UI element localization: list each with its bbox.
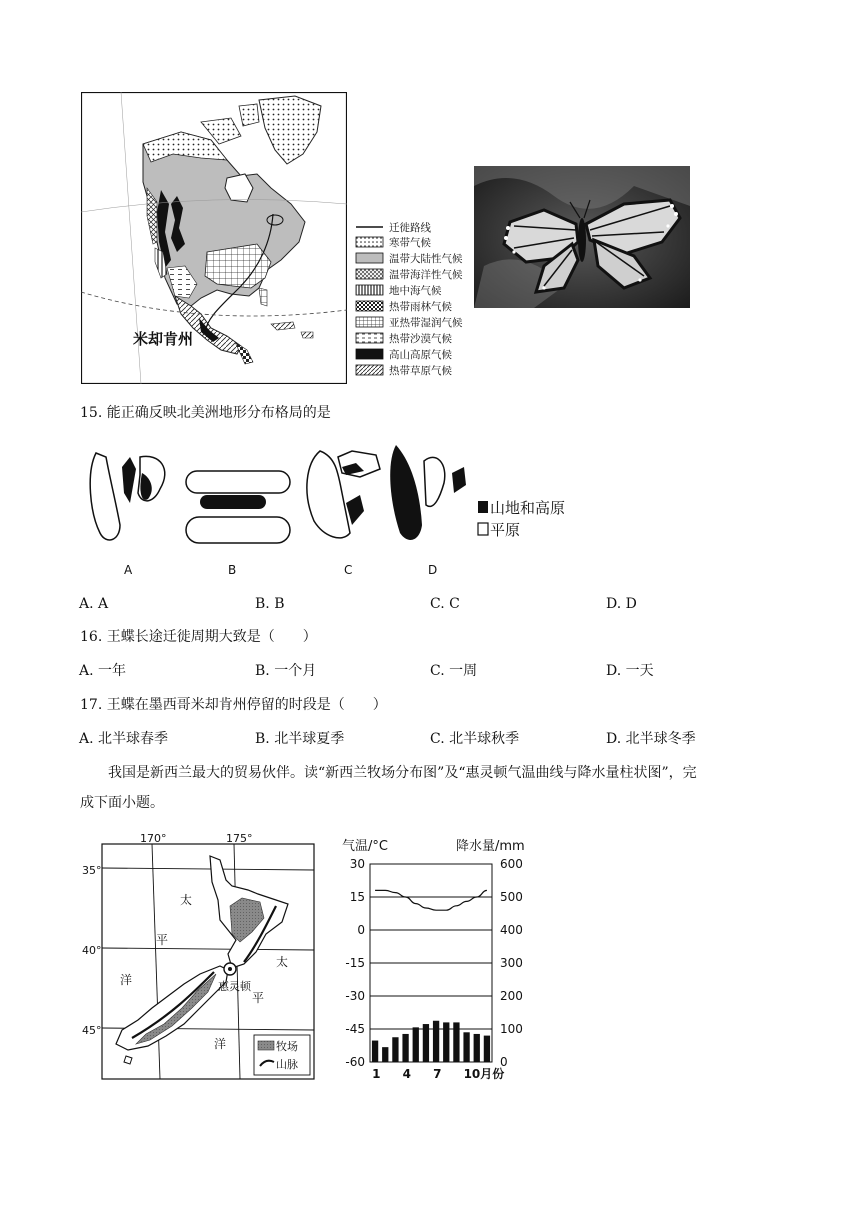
legend-label: 高山高原气候 bbox=[389, 349, 452, 361]
precipitation-bar bbox=[392, 1037, 398, 1062]
precipitation-bar bbox=[402, 1034, 408, 1062]
q16-option-a[interactable]: A. 一年 bbox=[79, 663, 127, 679]
q17-option-c[interactable]: C. 北半球秋季 bbox=[430, 731, 520, 747]
intro-line-2: 成下面小题。 bbox=[80, 795, 164, 811]
precip-tick-label: 0 bbox=[500, 1055, 508, 1069]
precipitation-bar bbox=[463, 1032, 469, 1062]
ocean-char: 太 bbox=[276, 955, 289, 969]
right-axis-title: 降水量/mm bbox=[456, 839, 525, 854]
precipitation-bar bbox=[453, 1022, 459, 1062]
diagonal-swatch bbox=[356, 365, 383, 375]
precipitation-bar bbox=[484, 1036, 490, 1062]
q16-option-c[interactable]: C. 一周 bbox=[430, 663, 478, 679]
ocean-char: 太 bbox=[180, 893, 193, 907]
michoacan-label: 米却肯州 bbox=[133, 330, 194, 348]
legend-mountain-range: 山脉 bbox=[276, 1058, 298, 1071]
month-tick-label: 7 bbox=[433, 1067, 442, 1081]
legend-plain: 平原 bbox=[490, 521, 521, 539]
dash-swatch bbox=[356, 333, 383, 343]
q16-option-d[interactable]: D. 一天 bbox=[606, 663, 654, 679]
figure-d bbox=[390, 445, 466, 540]
temp-tick-label: -60 bbox=[345, 1055, 365, 1069]
grid-swatch bbox=[356, 317, 383, 327]
legend-label: 寒带气候 bbox=[389, 237, 431, 249]
q15-option-d[interactable]: D. D bbox=[606, 596, 637, 612]
terrain-pattern-figures bbox=[80, 433, 600, 583]
precip-tick-label: 400 bbox=[500, 923, 523, 937]
mountain-legend-swatch bbox=[478, 501, 488, 513]
lat-label-45: 45° bbox=[82, 1024, 102, 1037]
legend-label: 温带大陆性气候 bbox=[389, 253, 463, 265]
precip-tick-label: 600 bbox=[500, 857, 523, 871]
legend-label: 迁徙路线 bbox=[389, 222, 431, 234]
figure-c bbox=[307, 451, 380, 538]
temp-tick-label: 15 bbox=[349, 890, 365, 904]
figure-b bbox=[186, 471, 290, 543]
legend-label: 亚热带湿润气候 bbox=[389, 317, 463, 329]
ocean-char: 洋 bbox=[214, 1037, 227, 1051]
wellington-label: 惠灵顿 bbox=[218, 980, 251, 993]
ocean-char: 洋 bbox=[120, 973, 133, 987]
q15-option-c[interactable]: C. C bbox=[430, 596, 460, 612]
q15-option-b[interactable]: B. B bbox=[255, 596, 285, 612]
precipitation-bar bbox=[382, 1047, 388, 1062]
q16-option-b[interactable]: B. 一个月 bbox=[255, 663, 317, 679]
q17-option-a[interactable]: A. 北半球春季 bbox=[79, 731, 169, 747]
ocean-char: 平 bbox=[252, 991, 265, 1005]
intro-paragraph bbox=[80, 758, 780, 818]
legend-label: 温带海洋性气候 bbox=[389, 269, 463, 281]
precip-tick-label: 200 bbox=[500, 989, 523, 1003]
q17-option-b[interactable]: B. 北半球夏季 bbox=[255, 731, 345, 747]
figure-label-c: C bbox=[344, 563, 353, 577]
legend-label: 地中海气候 bbox=[389, 285, 442, 297]
lon-label-175: 175° bbox=[226, 832, 253, 845]
question-17: 17. 王蝶在墨西哥米却肯州停留的时段是（ ） bbox=[80, 697, 387, 713]
monarch-butterfly-photo bbox=[474, 166, 690, 308]
black-swatch bbox=[356, 349, 383, 359]
question-16: 16. 王蝶长途迁徙周期大致是（ ） bbox=[80, 629, 317, 645]
pasture-legend-swatch bbox=[258, 1041, 274, 1050]
figure-label-b: B bbox=[228, 563, 237, 577]
precipitation-bar bbox=[372, 1041, 378, 1062]
precip-tick-label: 500 bbox=[500, 890, 523, 904]
figure-label-d: D bbox=[428, 563, 438, 577]
precipitation-bar bbox=[413, 1027, 419, 1062]
precipitation-bar bbox=[443, 1022, 449, 1062]
left-axis-title: 气温/°C bbox=[342, 839, 388, 854]
precipitation-bar bbox=[433, 1021, 439, 1062]
precipitation-bar bbox=[474, 1034, 480, 1062]
intro-line-1: 我国是新西兰最大的贸易伙伴。读“新西兰牧场分布图”及“惠灵顿气温曲线与降水量柱状图”，完 bbox=[108, 765, 697, 781]
q15-option-a[interactable]: A. A bbox=[79, 596, 109, 612]
temp-tick-label: 30 bbox=[349, 857, 365, 871]
crosshatch-swatch bbox=[356, 269, 383, 279]
precipitation-bar bbox=[423, 1024, 429, 1062]
figure-a bbox=[90, 453, 165, 540]
temp-tick-label: -30 bbox=[345, 989, 365, 1003]
climate-legend bbox=[355, 220, 475, 384]
month-tick-label: 10月份 bbox=[463, 1067, 505, 1081]
temp-tick-label: -45 bbox=[345, 1022, 365, 1036]
q17-option-d[interactable]: D. 北半球冬季 bbox=[606, 731, 696, 747]
checker-swatch bbox=[356, 301, 383, 311]
figure-label-a: A bbox=[124, 563, 133, 577]
precip-tick-label: 300 bbox=[500, 956, 523, 970]
precip-tick-label: 100 bbox=[500, 1022, 523, 1036]
question-15: 15. 能正确反映北美洲地形分布格局的是 bbox=[80, 405, 331, 421]
temp-tick-label: -15 bbox=[345, 956, 365, 970]
temp-tick-label: 0 bbox=[357, 923, 365, 937]
lat-label-40: 40° bbox=[82, 944, 102, 957]
ocean-char: 平 bbox=[156, 933, 169, 947]
legend-label: 热带雨林气候 bbox=[389, 301, 452, 313]
legend-pasture: 牧场 bbox=[276, 1040, 298, 1053]
plain-legend-swatch bbox=[478, 523, 488, 535]
vertical-stripe-swatch bbox=[356, 285, 383, 295]
lat-label-35: 35° bbox=[82, 864, 102, 877]
lon-label-170: 170° bbox=[140, 832, 167, 845]
legend-mountain: 山地和高原 bbox=[490, 499, 566, 517]
gray-swatch bbox=[356, 253, 383, 263]
legend-label: 热带沙漠气候 bbox=[389, 333, 452, 345]
new-zealand-pasture-map bbox=[80, 830, 320, 1085]
north-america-climate-map bbox=[81, 92, 347, 384]
dots-swatch bbox=[356, 237, 383, 247]
legend-label: 热带草原气候 bbox=[389, 365, 452, 377]
month-tick-label: 4 bbox=[402, 1067, 411, 1081]
month-tick-label: 1 bbox=[372, 1067, 381, 1081]
wellington-climate-chart bbox=[334, 834, 544, 1084]
